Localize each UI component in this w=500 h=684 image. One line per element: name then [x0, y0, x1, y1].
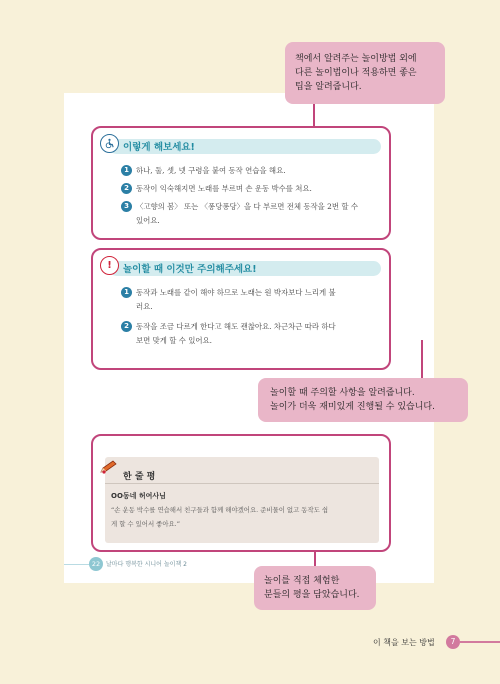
callout-caution-line-1: 놀이할 때 주의할 사항을 알려줍니다.	[270, 388, 415, 398]
review-title: 한 줄 평	[123, 472, 156, 482]
item-text: 동작이 익숙해지면 노래를 부르며 손 운동 박수를 쳐요.	[136, 184, 312, 193]
callout-tip-line-1: 책에서 알려주는 놀이방법 외에	[295, 54, 417, 64]
page-number-badge: 22	[89, 557, 103, 571]
number-badge: 2	[121, 183, 132, 194]
item-text: 보면 맞게 할 수 있어요.	[136, 336, 213, 345]
callout-tip-line-3: 팁을 알려줍니다.	[295, 82, 362, 92]
callout-review	[254, 566, 376, 610]
number-badge: 1	[121, 165, 132, 176]
callout-tip-line-2: 다른 놀이법이나 적용하면 좋은	[295, 68, 417, 78]
pencil-icon	[99, 459, 119, 473]
review-line-2: 게 할 수 있어서 좋아요.”	[111, 520, 181, 528]
callout-tip	[285, 42, 445, 104]
caution-item-1	[121, 286, 383, 316]
caution-box	[91, 248, 391, 370]
try-box	[91, 126, 391, 240]
review-title-underline	[105, 483, 379, 484]
wheelchair-icon	[100, 134, 119, 153]
book-title-footer: 날마다 행복한 시니어 놀이책 2	[106, 561, 187, 568]
item-text: 하나, 둘, 셋, 넷 구령을 붙여 동작 연습을 해요.	[136, 166, 286, 175]
item-text: 동작과 노래를 같이 해야 하므로 노래는 원 박자보다 느리게 불	[136, 288, 336, 297]
review-line-1: “손 운동 박수를 연습해서 친구들과 함께 해야겠어요. 준비물이 없고 동작도 쉽	[111, 506, 329, 514]
item-text: 있어요.	[136, 216, 160, 225]
item-text: 동작을 조금 다르게 한다고 해도 괜찮아요. 차근차근 따라 하다	[136, 322, 336, 331]
review-box	[91, 434, 391, 552]
number-badge: 2	[121, 321, 132, 332]
caution-item-2	[121, 320, 383, 350]
guide-page-badge: 7	[446, 635, 460, 649]
item-text: 〈고향의 봄〉 또는 〈퐁당퐁당〉을 다 부르면 전체 동작을 2번 할 수	[136, 202, 358, 211]
callout-review-line-1: 놀이를 직접 체험한	[264, 576, 340, 586]
caution-title: 놀이할 때 이것만 주의해주세요!	[123, 264, 257, 275]
number-badge: 3	[121, 201, 132, 212]
callout-connector-middle	[421, 340, 423, 380]
callout-caution	[258, 378, 468, 422]
try-item-3	[121, 200, 383, 230]
number-badge: 1	[121, 287, 132, 298]
page-footer-line	[64, 564, 92, 565]
reviewer-name: OO동네 허여사님	[111, 492, 166, 500]
callout-review-line-2: 분들의 평을 담았습니다.	[264, 590, 360, 600]
item-text: 러요.	[136, 302, 153, 311]
try-title: 이렇게 해보세요!	[123, 142, 195, 153]
exclamation-icon: !	[100, 256, 119, 275]
guide-page-line	[460, 641, 500, 643]
callout-caution-line-2: 놀이가 더욱 재미있게 진행될 수 있습니다.	[270, 402, 435, 412]
guide-label: 이 책을 보는 방법	[373, 638, 435, 647]
